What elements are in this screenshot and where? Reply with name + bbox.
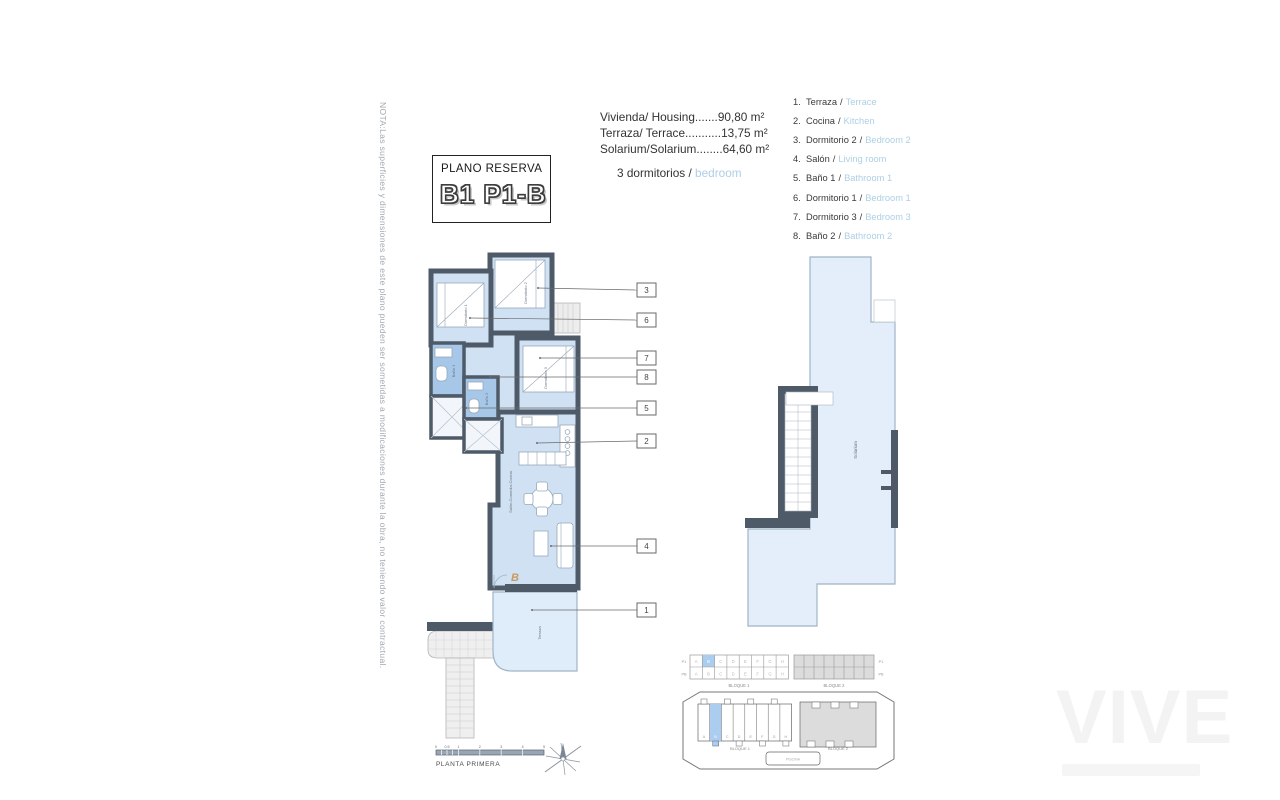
site-block2-label: BLOQUE 2 [827, 746, 849, 751]
summary-housing: Vivienda/ Housing.......90,80 m² [600, 110, 765, 124]
site-plan [683, 692, 894, 769]
watermark-logo [1056, 675, 1271, 776]
bedrooms-count [617, 166, 769, 182]
svg-text:4: 4 [521, 745, 524, 749]
legend-item: 4. Salón / Living room [793, 154, 887, 165]
svg-text:A: A [702, 735, 706, 739]
legend-item: 3. Dormitorio 2 / Bedroom 2 [793, 134, 911, 145]
svg-text:G: G [768, 671, 772, 677]
callout-4: 4 [644, 542, 649, 551]
callout-3: 3 [644, 286, 649, 295]
floor-label-pb-left: PB [681, 672, 687, 677]
plan-title-box [432, 155, 551, 223]
watermark-tagline-bar [1062, 764, 1200, 776]
legend-item: 5. Baño 1 / Bathroom 1 [793, 173, 893, 184]
key-plan [681, 655, 884, 688]
unit-letter: B [511, 572, 519, 584]
svg-text:G: G [772, 735, 776, 739]
callout-boxes [637, 283, 656, 617]
callout-7: 7 [644, 354, 649, 363]
callout-2: 2 [644, 437, 649, 446]
room-terrace [493, 592, 577, 671]
scale-bar [435, 745, 545, 768]
svg-text:0.5: 0.5 [444, 745, 450, 749]
svg-text:E: E [749, 735, 752, 739]
svg-text:C: C [719, 659, 723, 664]
svg-text:D: D [731, 671, 735, 677]
solarium-plan [735, 248, 910, 638]
legend-item: 7. Dormitorio 3 / Bedroom 3 [793, 211, 911, 222]
label-solarium: Solarium [853, 441, 858, 459]
label-dorm3: Dormitorio 3 [543, 367, 548, 389]
svg-text:D: D [731, 659, 735, 664]
svg-text:3: 3 [500, 745, 503, 749]
bedrooms-en: bedroom [695, 166, 742, 181]
callout-5: 5 [644, 404, 649, 413]
disclaimer-note: NOTA:Las superficies y dimensiones de este plano pueden ser sometidas a modificaciones durante la obra, no teniendo valor contractual. [378, 102, 388, 669]
compass-rose-icon [545, 743, 581, 775]
exterior-stairs-down [446, 658, 474, 738]
toilet [469, 399, 479, 413]
floor-label-p1-left: P1 [681, 660, 687, 664]
label-bath2: Baño 2 [484, 392, 489, 406]
chair [537, 482, 548, 491]
sofa [557, 523, 573, 568]
site-block1-label: BLOQUE 1 [729, 746, 751, 751]
coffee-table [534, 531, 548, 556]
svg-text:H: H [780, 671, 784, 677]
svg-text:B: B [707, 671, 710, 677]
floor-plan-first-floor [408, 248, 668, 748]
exterior-landing-bottom [428, 631, 495, 658]
key-block2-label: BLOQUE 2 [823, 683, 845, 688]
svg-text:D: D [737, 735, 741, 739]
highlighted-unit-letter: B [707, 659, 710, 664]
sink [435, 348, 452, 357]
svg-text:H: H [780, 659, 784, 664]
label-living: Salón-Comedor-Cocina [508, 471, 513, 513]
planter [874, 300, 895, 322]
svg-text:G: G [768, 659, 772, 664]
key-block1-label: BLOQUE 1 [728, 683, 750, 688]
label-dorm2: Dormitorio 2 [523, 282, 528, 304]
unit-code: B1 P1-B [440, 179, 547, 209]
svg-text:5: 5 [543, 745, 545, 749]
legend-item: 6. Dormitorio 1 / Bedroom 1 [793, 192, 911, 203]
room-legend [793, 92, 911, 246]
shower-area-2 [464, 419, 502, 452]
label-bath1: Baño 1 [451, 364, 456, 378]
svg-text:E: E [744, 659, 747, 664]
legend-item: 2. Cocina / Kitchen [793, 115, 875, 126]
svg-text:A: A [694, 671, 698, 677]
svg-text:H: H [784, 735, 788, 739]
bedrooms-es: 3 dormitorios / [617, 166, 692, 181]
svg-text:F: F [756, 671, 759, 677]
chair [537, 507, 548, 516]
wall-segment [745, 518, 810, 528]
pool-label: PISCINA [785, 757, 801, 762]
floor-label-p1-right: P1 [878, 660, 884, 664]
legend-item: 8. Baño 2 / Bathroom 2 [793, 230, 893, 241]
svg-text:A: A [694, 659, 698, 664]
watermark-text: VIVE [1056, 675, 1234, 760]
svg-text:2: 2 [478, 745, 481, 749]
floor-label-pb-right: PB [878, 672, 884, 677]
svg-text:C: C [725, 735, 729, 739]
solarium-area [748, 257, 895, 626]
svg-text:F: F [761, 735, 764, 739]
wall-segment [427, 622, 494, 631]
legend-item: 1. Terraza / Terrace [793, 96, 877, 107]
exterior-stair-top [553, 303, 580, 333]
summary-terrace: Terraza/ Terrace...........13,75 m² [600, 125, 768, 140]
kitchen-island [519, 452, 566, 465]
summary-solarium: Solarium/Solarium........64,60 m² [600, 141, 770, 156]
chair [553, 494, 562, 505]
wall-segment [891, 430, 898, 528]
svg-text:1: 1 [457, 745, 460, 749]
callout-1: 1 [644, 606, 649, 615]
terrace-wall [505, 584, 577, 592]
label-dorm1: Dormitorio 1 [463, 304, 468, 326]
key-and-site-plan [670, 645, 905, 780]
svg-text:B: B [714, 735, 717, 739]
sink [468, 382, 483, 390]
area-summary [600, 110, 769, 182]
scale-and-compass [425, 740, 595, 785]
label-terrace: Terraza [537, 626, 542, 640]
site-block2 [800, 702, 876, 747]
floor-plan-caption: PLANTA PRIMERA [436, 761, 501, 768]
chair [524, 494, 533, 505]
svg-text:C: C [719, 671, 723, 677]
svg-text:0: 0 [435, 745, 437, 749]
callout-6: 6 [644, 316, 649, 325]
toilet [436, 366, 447, 381]
plan-title: PLANO RESERVA [441, 163, 543, 175]
callout-8: 8 [644, 373, 649, 382]
svg-text:E: E [744, 671, 747, 677]
svg-text:F: F [756, 659, 759, 664]
